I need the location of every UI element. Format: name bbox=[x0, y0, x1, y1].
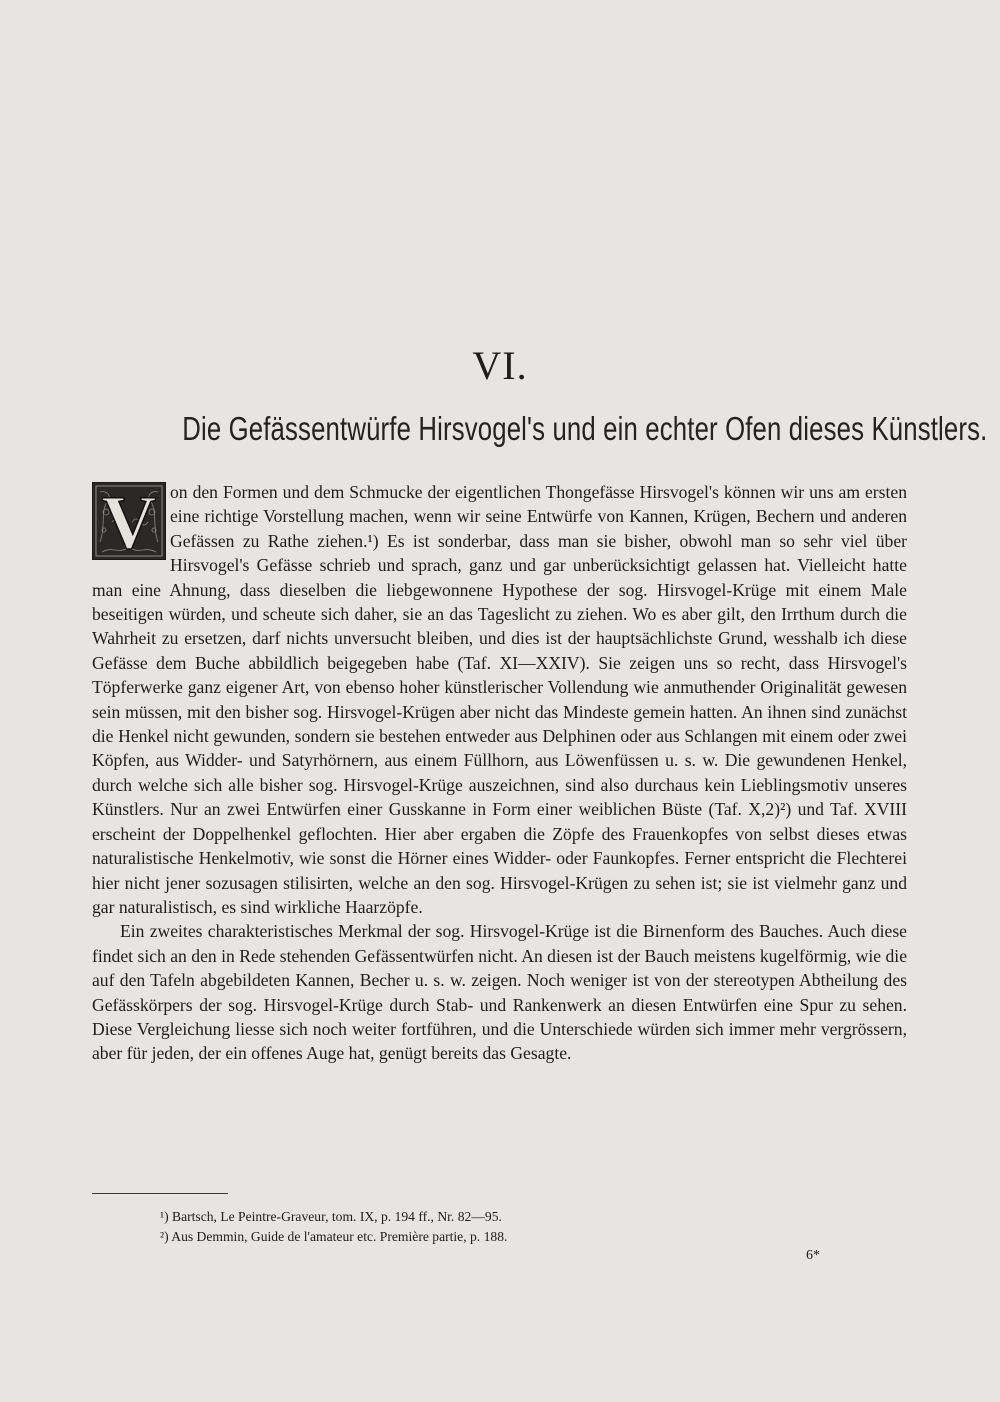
footnote-2: ²) Aus Demmin, Guide de l'amateur etc. Première partie, p. 188. bbox=[160, 1229, 508, 1244]
chapter-title: Die Gefässentwürfe Hirsvogel's und ein echter Ofen dieses Künstlers. bbox=[182, 410, 988, 447]
paragraph-1: on den Formen und dem Schmucke der eigentlichen Thongefässe Hirsvogel's können wir uns am ersten eine richtige Vorstellung machen, wenn wir seine Entwürfe von Kannen, Krügen, Bechern und anderen Gefässen zu Rathe ziehen.¹) Es ist sonderbar, dass man sie bisher, obwohl man so sehr viel über Hirsvogel's Gefässe schrieb und sprach, ganz und gar unberücksichtigt gelassen hat. Vielleicht hatte man eine Ahnung, dass dieselben die liebgewonnene Hypothese der sog. Hirsvogel-Krüge mit einem Male beseitigen würden, und scheute sich daher, sie an das Tageslicht zu ziehen. Wo es aber gilt, den Irrthum durch die Wahrheit zu ersetzen, darf nichts unversucht bleiben, und dies ist der hauptsächlichste Grund, wesshalb ich diese Gefässe dem Buche abbildlich beigegeben habe (Taf. XI—XXIV). Sie zeigen uns so recht, dass Hirsvogel's Töpferwerke ganz eigener Art, von ebenso hoher künstlerischer Vollendung wie anmuthender Originalität gewesen sein müssen, mit den bisher sog. Hirsvogel-Krügen aber nicht das Mindeste gemein hatten. An ihnen sind zunächst die Henkel nicht gewunden, sondern sie bestehen entweder aus Delphinen oder aus Schlangen mit einem oder zwei Köpfen, aus Widder- und Satyrhörnern, aus einem Füllhorn, aus Löwenfüssen u. s. w. Die gewundenen Henkel, durch welche sich alle bisher sog. Hirsvogel-Krüge auszeichnen, sind also durchaus kein Lieblingsmotiv unseres Künstlers. Nur an zwei Entwürfen einer Gusskanne in Form einer weiblichen Büste (Taf. X,2)²) und Taf. XVIII erscheint der Doppelhenkel geflochten. Hier aber ergaben die Zöpfe des Frauenkopfes von selbst dieses etwas naturalistische Henkelmotiv, wie sonst die Hörner eines Widder- oder Faunkopfes. Ferner entspricht die Flechterei hier nicht jener sozusagen stilisirten, welche an den sog. Hirsvogel-Krügen zu sehen ist; sie ist vielmehr ganz und gar naturalistisch, es sind wirkliche Haarzöpfe. bbox=[92, 482, 907, 917]
initial-letter: V bbox=[101, 482, 157, 560]
footnote-1: ¹) Bartsch, Le Peintre-Graveur, tom. IX, p. 194 ff., Nr. 82—95. bbox=[160, 1209, 502, 1224]
decorated-initial-v bbox=[92, 482, 166, 560]
footnotes bbox=[160, 1207, 860, 1247]
footnote-divider bbox=[92, 1193, 228, 1194]
body-text bbox=[92, 480, 907, 1066]
ornamental-initial-icon bbox=[92, 482, 166, 560]
chapter-number: VI. bbox=[472, 343, 528, 388]
page-number: 6* bbox=[806, 1248, 820, 1263]
paragraph-2: Ein zweites charakteristisches Merkmal der sog. Hirsvogel-Krüge ist die Birnenform des Bauches. Auch diese findet sich an den in Rede stehenden Gefässentwürfen nicht. An diesen ist der Bauch meistens kugelförmig, wie die auf den Tafeln abgebildeten Kannen, Becher u. s. w. zeigen. Noch weniger ist von der stereotypen Abtheilung des Gefässkörpers der sog. Hirsvogel-Krüge durch Stab- und Rankenwerk an diesen Entwürfen eine Spur zu sehen. Diese Vergleichung liesse sich noch weiter fortführen, und die Unterschiede würden sich immer mehr vergrössern, aber für jeden, der ein offenes Auge hat, genügt bereits das Gesagte. bbox=[92, 921, 907, 1064]
